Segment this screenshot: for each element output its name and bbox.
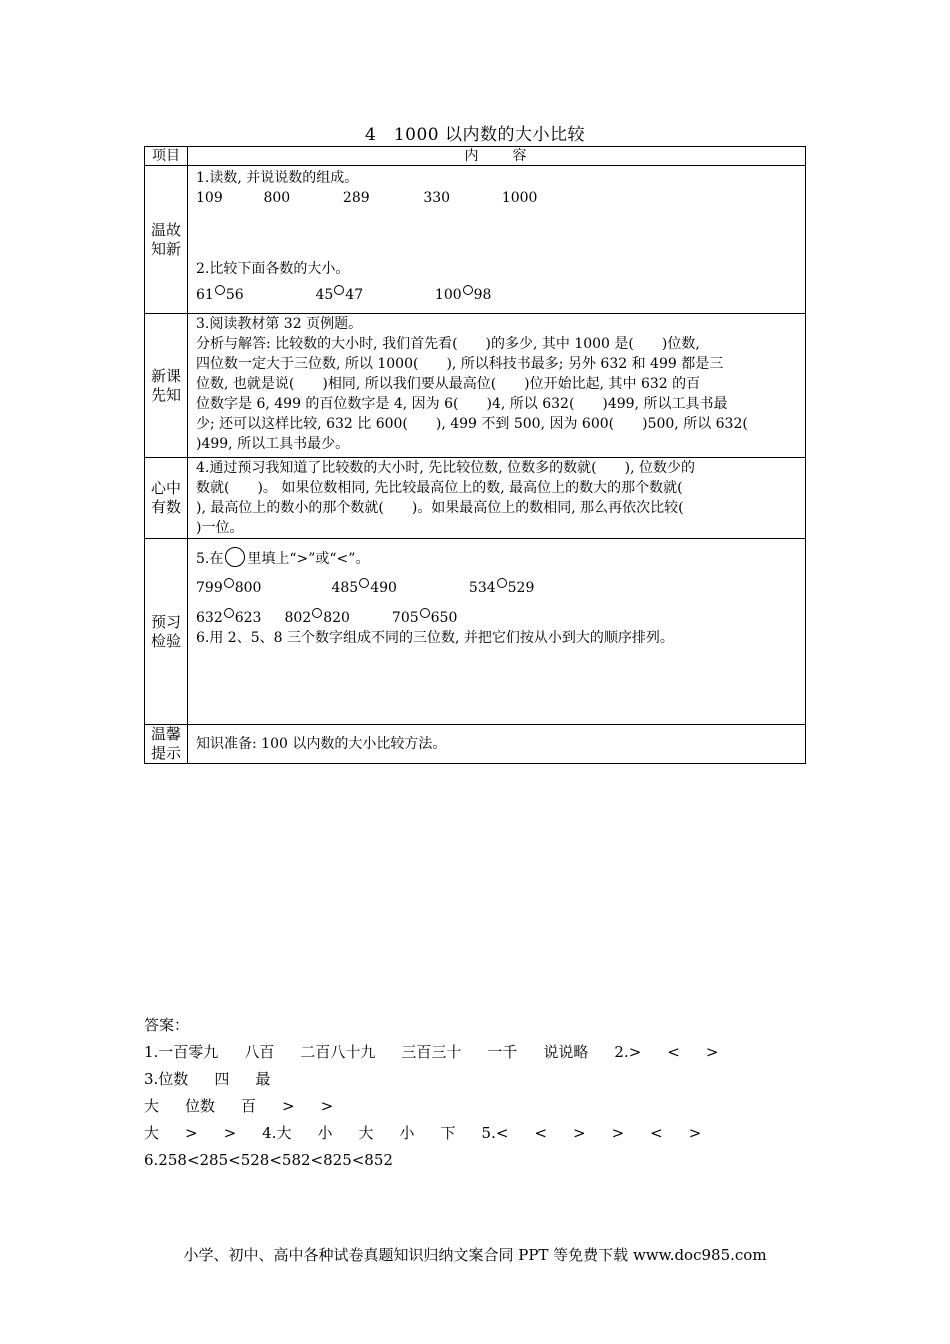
section-review (145, 166, 806, 314)
paragraph-line: ), 最高位上的数小的那个数就( )。如果最高位上的数相同, 那么再依次比较( (196, 500, 684, 516)
page-title: 4 1000 以内数的大小比较 (365, 125, 585, 145)
paragraph-line: 位数, 也就是说( )相同, 所以我们要从最高位( )位开始比起, 其中 632 的百 (196, 376, 701, 392)
section-content (188, 166, 806, 314)
paragraph-line: )499, 所以工具书最少。 (196, 436, 350, 452)
question-3: 3.阅读教材第 32 页例题。 (196, 316, 363, 332)
section-label: 温馨 提示 (145, 725, 188, 764)
header-content: 内 容 (188, 147, 806, 166)
blank-circle-icon[interactable] (215, 285, 225, 295)
section-content (188, 539, 806, 725)
blank-circle-icon[interactable] (463, 285, 473, 295)
paragraph-line: 位数字是 6, 499 的百位数字是 4, 因为 6( )4, 所以 632( )499, 所以工具书最 (196, 396, 728, 412)
paragraph-line: )一位。 (196, 520, 244, 536)
blank-circle-icon[interactable] (334, 285, 344, 295)
answer-line: 6.258<285<528<582<825<852 (144, 1151, 393, 1169)
section-content (188, 458, 806, 539)
question-6: 6.用 2、5、8 三个数字组成不同的三位数, 并把它们按从小到大的顺序排列。 (196, 630, 674, 646)
section-label: 心中 有数 (145, 458, 188, 539)
answer-line: 大 位数 百 > > (144, 1097, 334, 1115)
tip-text: 知识准备: 100 以内数的大小比较方法。 (196, 736, 447, 752)
blank-circle-icon[interactable] (420, 608, 430, 618)
section-label: 温故 知新 (145, 166, 188, 314)
section-preview (145, 314, 806, 458)
answer-line: 1.一百零九 八百 二百八十九 三百三十 一千 说说略 2.> < >3.位数 四 最 (144, 1043, 719, 1088)
question-1: 1.读数, 并说说数的组成。 (196, 170, 359, 186)
worksheet-table (144, 146, 806, 764)
blank-circle-icon[interactable] (224, 608, 234, 618)
compare-row: 61 56 45 47 100 98 (196, 287, 492, 303)
section-label: 新课 先知 (145, 314, 188, 458)
answer-section (144, 1012, 814, 1174)
paragraph-line: 少; 还可以这样比较, 632 比 600( ), 499 不到 500, 因为 600( )500, 所以 632( (196, 416, 748, 432)
question-2: 2.比较下面各数的大小。 (196, 261, 350, 277)
section-tip (145, 725, 806, 764)
paragraph-line: 四位数一定大于三位数, 所以 1000( ), 所以科技书最多; 另外 632 和 499 都是三 (196, 356, 724, 372)
table-header-row (145, 147, 806, 166)
paragraph-line: 4.通过预习我知道了比较数的大小时, 先比较位数, 位数多的数就( ), 位数少的 (196, 460, 695, 476)
paragraph-line: 数就( )。 如果位数相同, 先比较最高位上的数, 最高位上的数大的那个数就( (196, 480, 683, 496)
compare-row: 799 800 485 490 534 529 (196, 580, 535, 596)
header-item: 项目 (145, 147, 188, 166)
blank-circle-icon[interactable] (359, 578, 369, 588)
blank-circle-icon[interactable] (312, 608, 322, 618)
number-list: 109 800 289 330 1000 (196, 190, 538, 206)
section-check (145, 539, 806, 725)
blank-circle-icon[interactable] (497, 578, 507, 588)
section-content (188, 314, 806, 458)
footer-link[interactable]: 小学、初中、高中各种试卷真题知识归纳文案合同 PPT 等免费下载 www.doc985.com (183, 1246, 767, 1264)
blank-circle-icon[interactable] (224, 578, 234, 588)
circle-icon (225, 547, 245, 567)
answer-line: 大 > > 4.大 小 大 小 下 5.< < > > < > (144, 1124, 702, 1142)
question-5: 5.在 里填上“>”或“<”。 (196, 547, 799, 569)
paragraph-line: 分析与解答: 比较数的大小时, 我们首先看( )的多少, 其中 1000 是( )位数, (196, 336, 700, 352)
section-content (188, 725, 806, 764)
section-label: 预习 检验 (145, 539, 188, 725)
section-summary (145, 458, 806, 539)
answer-heading: 答案： (144, 1016, 190, 1034)
compare-row: 632 623 802 820 705 650 (196, 610, 458, 626)
